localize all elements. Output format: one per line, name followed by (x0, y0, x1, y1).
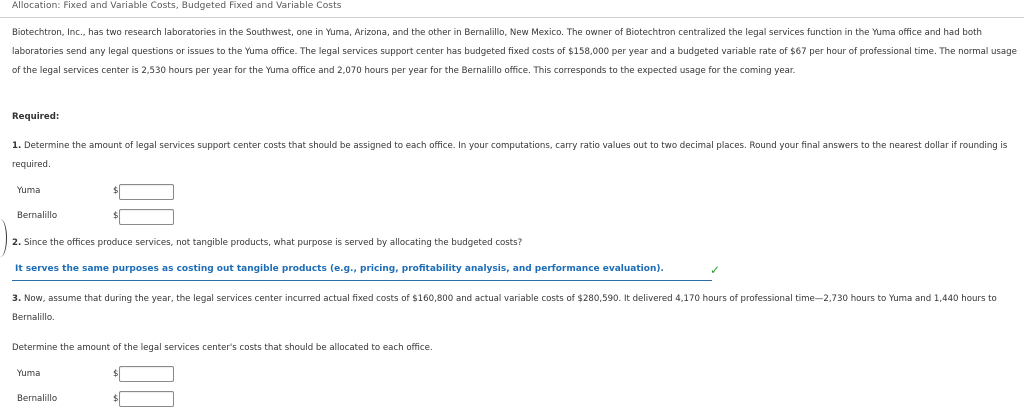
q3-yuma-currency: $ (113, 369, 119, 379)
q1-yuma-input[interactable] (119, 184, 174, 200)
question-3-number: 3. (12, 294, 22, 304)
required-label: Required: (12, 112, 60, 122)
question-3-prompt: Determine the amount of the legal services center's costs that should be allocated to each office. (12, 343, 433, 353)
q1-bernalillo-currency: $ (113, 211, 119, 221)
q2-answer-select[interactable] (12, 262, 721, 281)
question-1-number: 1. (12, 141, 22, 151)
q3-yuma-label: Yuma (17, 369, 41, 379)
intro-paragraph: Biotechtron, Inc., has two research laboratories in the Southwest, one in Yuma, Arizona, and the other in Bernalillo, New Mexico. The owner of Biotechtron centralized the legal services function in the Yuma office and had both laboratories send any legal questions or issues to the Yuma office. The legal services support center has budgeted fixed costs of $158,000 per year and a budgeted variable rate of $67 per hour of professional time. The normal usage of the legal services center is 2,530 hours per year for the Yuma office and 2,070 hours per year for the Bernalillo office. This corresponds to the expected usage for the coming year. (12, 28, 1017, 76)
bracket-decoration (0, 219, 7, 257)
q3-bernalillo-currency: $ (113, 394, 119, 404)
q1-bernalillo-label: Bernalillo (17, 211, 58, 221)
question-2-text: Since the offices produce services, not tangible products, what purpose is served by allocating the budgeted costs? (23, 238, 523, 248)
q1-bernalillo-input[interactable] (119, 209, 174, 225)
q3-bernalillo-input[interactable] (119, 391, 174, 407)
page-title: Allocation: Fixed and Variable Costs, Budgeted Fixed and Variable Costs (12, 1, 342, 11)
q1-yuma-currency: $ (113, 186, 119, 196)
question-1-text: Determine the amount of legal services support center costs that should be assigned to each office. In your computations, carry ratio values out to two decimal places. Round your final answers to the nearest dollar if rounding is required. (12, 141, 1008, 170)
q2-answer-text: It serves the same purposes as costing out tangible products (e.g., pricing, profitability analysis, and performance evaluation). (15, 264, 664, 274)
q3-yuma-input[interactable] (119, 366, 174, 382)
question-1 (12, 137, 1018, 175)
header-bar (0, 0, 1024, 18)
question-2-number: 2. (12, 238, 22, 248)
q1-yuma-label: Yuma (17, 186, 41, 196)
question-2 (12, 234, 1018, 253)
question-3-text: Now, assume that during the year, the legal services center incurred actual fixed costs of $160,800 and actual variable costs of $280,590. It delivered 4,170 hours of professional time—2,730 hours to Yuma and 1,440 hours to Bernalillo. (12, 294, 997, 323)
q3-bernalillo-label: Bernalillo (17, 394, 58, 404)
check-icon: ✓ (710, 263, 721, 277)
question-3 (12, 290, 1018, 328)
